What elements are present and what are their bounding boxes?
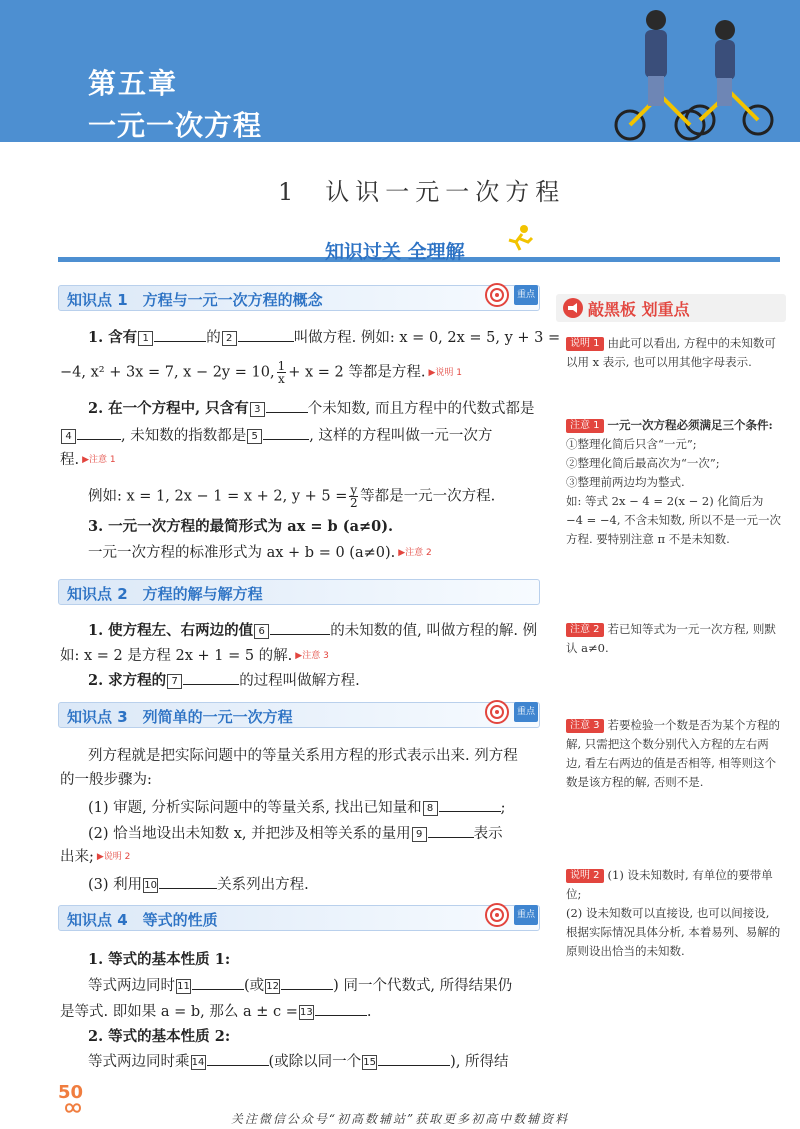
kp3-step2-cont: 出来; ▶说明 2 <box>60 849 131 865</box>
kp4-p1-title: 1. 等式的基本性质 1: <box>88 951 231 968</box>
target-icon <box>484 282 510 308</box>
kp4-p2-title: 2. 等式的基本性质 2: <box>88 1028 231 1045</box>
runner-icon <box>506 224 534 254</box>
page-number: 50 <box>58 1082 84 1103</box>
megaphone-icon <box>562 297 584 319</box>
kp1-p2-line1: 2. 在一个方程中, 只含有 3 个未知数, 而且方程中的代数式都是 <box>88 400 535 417</box>
kp3-title: 知识点 3 列简单的一元一次方程 <box>67 708 293 726</box>
footer-note: 关注微信公众号“初高数辅站”获取更多初高中数辅资料 <box>230 1112 570 1126</box>
kp1-p3-line1: 3. 一元一次方程的最简形式为 ax = b (a≠0). <box>88 518 394 535</box>
kp4-p1-line2: 是等式. 即如果 a = b, 那么 a ± c = 13 . <box>60 1001 371 1022</box>
kp3-step3: (3) 利用 10 关系列出方程. <box>88 874 309 895</box>
kp2-header <box>58 579 540 605</box>
key-badge: 重点 <box>514 285 538 305</box>
kp2-p1-line2: 如: x = 2 是方程 2x + 1 = 5 的解. ▶注意 3 <box>60 648 329 664</box>
key-badge: 重点 <box>514 905 538 925</box>
lesson-number: 1 <box>278 178 300 206</box>
kp1-p1-line1: 1. 含有 1 的 2 叫做方程. 例如: x = 0, 2x = 5, y + 3 = <box>88 329 561 346</box>
kp2-p2: 2. 求方程的 7 的过程叫做解方程. <box>88 672 360 689</box>
kp1-p1-line2: −4, x² + 3x = 7, x − 2y = 10, $\frac{1}{x}$ + x = 2 等都是方程. ▶说明 1 <box>60 359 462 386</box>
kp3-intro-line1: 列方程就是把实际问题中的等量关系用方程的形式表示出来. 列方程 <box>88 748 518 764</box>
target-icon <box>484 699 510 725</box>
target-icon <box>484 902 510 928</box>
kp1-header <box>58 285 540 311</box>
sidebar-title: 敲黑板 划重点 <box>588 300 690 319</box>
kp2-title: 知识点 2 方程的解与解方程 <box>67 585 263 603</box>
kp4-header <box>58 905 540 931</box>
lesson-name: 认识一元一次方程 <box>325 178 566 206</box>
kp3-step1: (1) 审题, 分析实际问题中的等量关系, 找出已知量和 8 ; <box>88 797 505 818</box>
kp4-title: 知识点 4 等式的性质 <box>67 911 218 929</box>
note-zy3: 注意 3 若要检验一个数是否为某个方程的解, 只需把这个数分别代入方程的左右两边, 看左右两边的值是否相等, 相等则这个数是该方程的解, 否则不是. <box>566 718 781 789</box>
kp4-p1-line1: 等式两边同时 11 (或 12 ) 同一个代数式, 所得结果仍 <box>88 975 512 996</box>
kp1-p3-line2: 一元一次方程的标准形式为 ax + b = 0 (a≠0). ▶注意 2 <box>88 545 432 561</box>
kp3-header <box>58 702 540 728</box>
kp1-p2-line2: 4 , 未知数的指数都是 5 , 这样的方程叫做一元一次方 <box>60 425 492 446</box>
lesson-title <box>278 172 565 207</box>
kp4-p2-line1: 等式两边同时乘 14 (或除以同一个 15 ), 所得结 <box>88 1051 509 1072</box>
chapter-title: 一元一次方程 <box>88 109 263 142</box>
kp1-title: 知识点 1 方程与一元一次方程的概念 <box>67 291 323 309</box>
cyclists-illustration <box>590 0 800 142</box>
key-badge: 重点 <box>514 702 538 722</box>
kp1-example: 例如: x = 1, 2x − 1 = x + 2, y + 5 = $\frac{y}{2}$ 等都是一元一次方程. <box>88 483 496 510</box>
chapter-number: 第五章 <box>88 67 179 100</box>
kp3-intro-line2: 的一般步骤为: <box>60 772 152 788</box>
kp3-step2: (2) 恰当地设出未知数 x, 并把涉及相等关系的量用 9 表示 <box>88 823 503 844</box>
note-sm2: 说明 2 (1) 设未知数时, 有单位的要带单位; (2) 设未知数可以直接设, 也可以间接设, 根据实际情况具体分析, 本着易列、易解的原则设出恰当的未知数. <box>566 868 781 958</box>
note-zy2: 注意 2 若已知等式为一元一次方程, 则默认 a≠0. <box>566 622 776 655</box>
note-sm1: 说明 1 由此可以看出, 方程中的未知数可以用 x 表示, 也可以用其他字母表示. <box>566 336 776 369</box>
kp1-p2-line3: 程. ▶注意 1 <box>60 452 116 468</box>
kp2-p1-line1: 1. 使方程左、右两边的值 6 的未知数的值, 叫做方程的解. 例 <box>88 622 538 639</box>
note-zy1: 注意 1 一元一次方程必须满足三个条件: ①整理化简后只含“一元”; ②整理化简后最高次为“一次”; ③整理前两边均为整式. 如: 等式 2x − 4 = 2(x − 2) 化简后为 −4 = −4, 不含未知数, 所以不是一元一次方程. 要特别注意 π 不是未知数. <box>566 418 781 546</box>
section-title: 知识过关 全理解 <box>325 241 465 263</box>
